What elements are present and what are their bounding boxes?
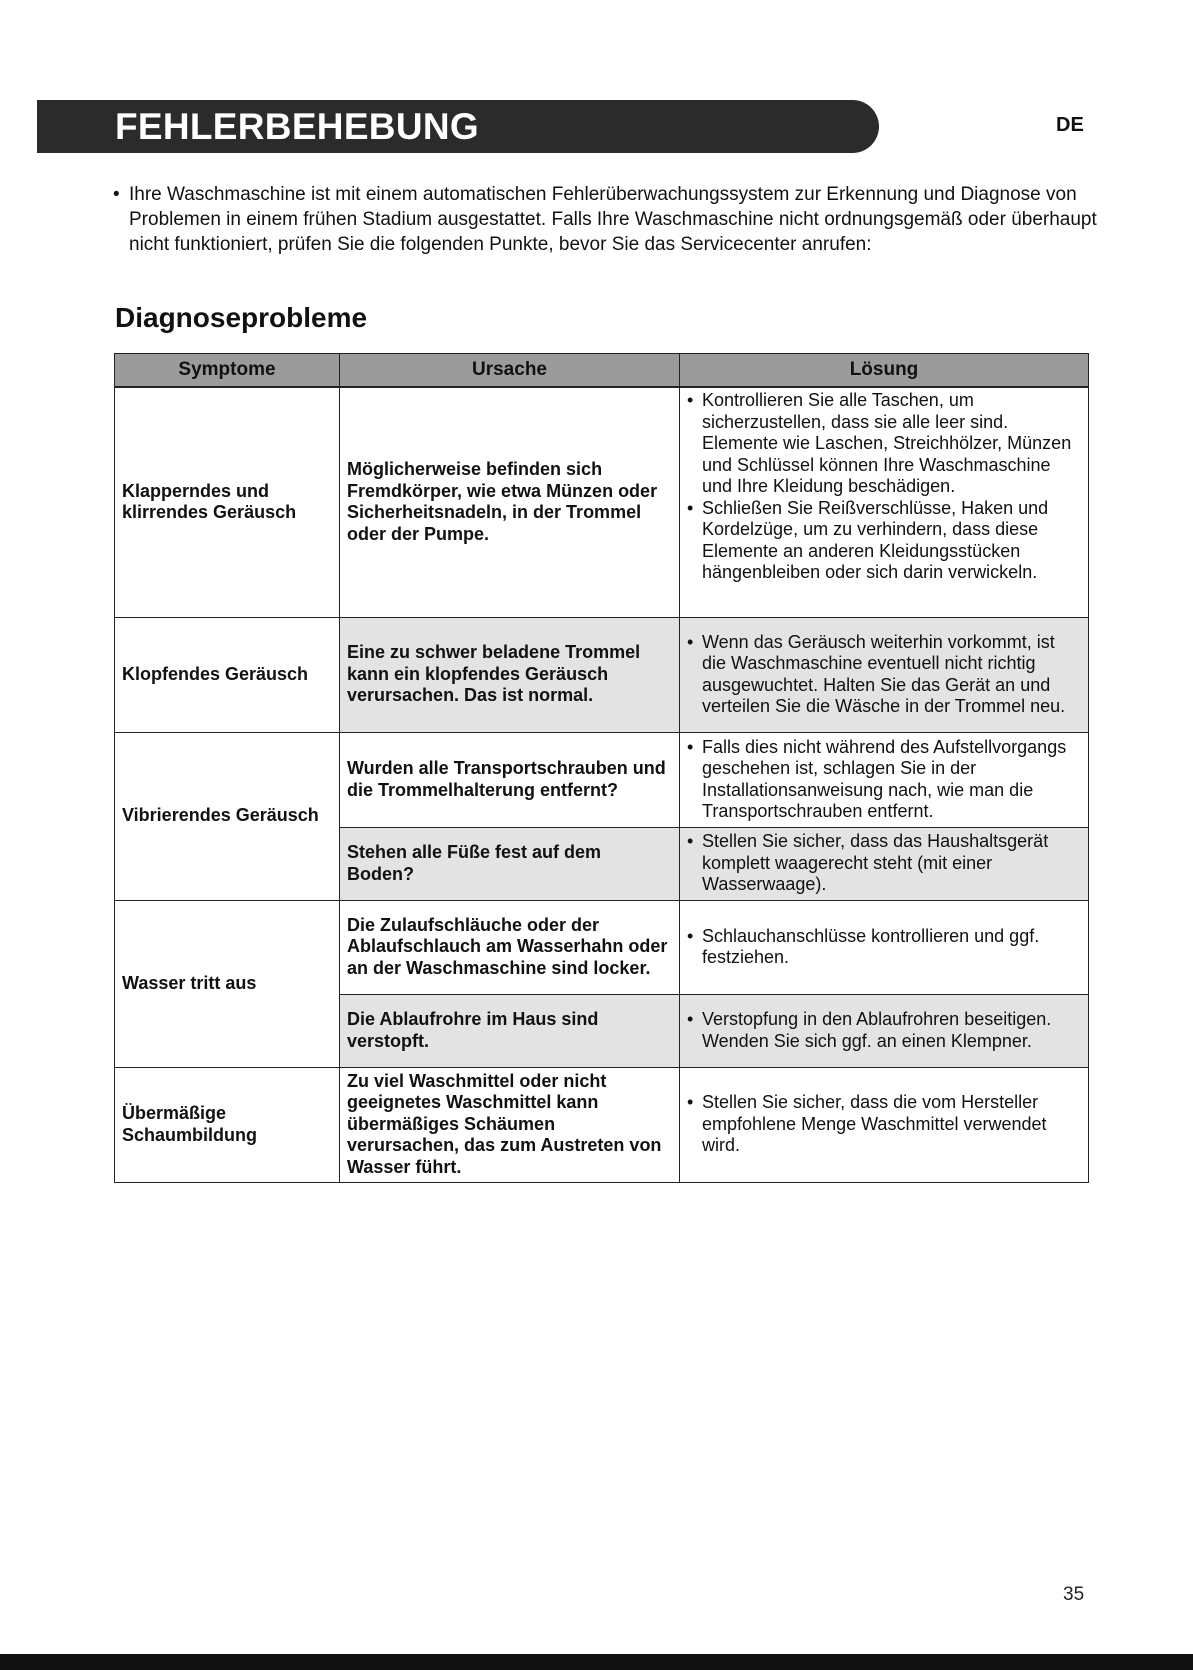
cause-cell: Zu viel Waschmittel oder nicht geeignetes Waschmittel kann übermäßiges Schäumen verursachen, das zum Austreten von Wasser führt. xyxy=(340,1067,680,1182)
section-title: Diagnoseprobleme xyxy=(115,302,368,333)
cause-cell: Die Ablaufrohre im Haus sind verstopft. xyxy=(340,994,680,1067)
intro-list xyxy=(101,182,1101,257)
header-symptoms: Symptome xyxy=(115,354,340,388)
symptom-cell: Klapperndes und klirrendes Geräusch xyxy=(115,387,340,617)
solution-list xyxy=(687,926,1081,969)
diagnosis-table xyxy=(114,353,1089,1183)
symptom-cell: Klopfendes Geräusch xyxy=(115,617,340,732)
solution-list xyxy=(687,1092,1081,1157)
table-row xyxy=(115,1067,1089,1182)
solution-list xyxy=(687,737,1081,823)
symptom-cell: Wasser tritt aus xyxy=(115,900,340,1067)
cause-cell: Eine zu schwer beladene Trommel kann ein klopfendes Geräusch verursachen. Das ist normal. xyxy=(340,617,680,732)
solution-cell xyxy=(680,994,1089,1067)
solution-item: • Stellen Sie sicher, dass die vom Hersteller empfohlene Menge Waschmittel verwendet wird. xyxy=(687,1092,1081,1157)
page-number: 35 xyxy=(1063,1584,1085,1605)
table-row xyxy=(115,900,1089,994)
solution-cell xyxy=(680,827,1089,900)
table-row xyxy=(115,387,1089,617)
language-code: DE xyxy=(1056,114,1084,136)
cause-cell: Die Zulaufschläuche oder der Ablaufschlauch am Wasserhahn oder an der Waschmaschine sind locker. xyxy=(340,900,680,994)
solution-list xyxy=(687,831,1081,896)
page-title: FEHLERBEHEBUNG xyxy=(115,106,479,147)
symptom-cell: Übermäßige Schaumbildung xyxy=(115,1067,340,1182)
intro-paragraph: • Ihre Waschmaschine ist mit einem automatischen Fehlerüberwachungssystem zur Erkennung und Diagnose von Problemen in einem frühen Stadium ausgestattet. Falls Ihre Waschmaschine nicht ordnungsgemäß oder überhaupt nicht funktioniert, prüfen Sie die folgenden Punkte, bevor Sie das Servicecenter anrufen: xyxy=(101,182,1101,257)
solution-item: • Schlauchanschlüsse kontrollieren und ggf. festziehen. xyxy=(687,926,1081,969)
solution-item: • Kontrollieren Sie alle Taschen, um sicherzustellen, dass sie alle leer sind. Elemente wie Laschen, Streichhölzer, Münzen und Schlüssel können Ihre Waschmaschine und Ihre Kleidung beschädigen. xyxy=(687,390,1081,498)
solution-cell xyxy=(680,617,1089,732)
cause-cell: Möglicherweise befinden sich Fremdkörper, wie etwa Münzen oder Sicherheitsnadeln, in der Trommel oder der Pumpe. xyxy=(340,387,680,617)
solution-item: • Wenn das Geräusch weiterhin vorkommt, ist die Waschmaschine eventuell nicht richtig ausgewuchtet. Halten Sie das Gerät an und verteilen Sie die Wäsche in der Trommel neu. xyxy=(687,632,1081,718)
cause-cell: Stehen alle Füße fest auf dem Boden? xyxy=(340,827,680,900)
symptom-cell: Vibrierendes Geräusch xyxy=(115,732,340,900)
solution-list xyxy=(687,1009,1081,1052)
cause-cell: Wurden alle Transportschrauben und die Trommelhalterung entfernt? xyxy=(340,732,680,827)
table-row xyxy=(115,732,1089,827)
table-header-row xyxy=(115,354,1089,388)
bottom-bar xyxy=(0,1654,1193,1670)
solution-item: • Stellen Sie sicher, dass das Haushaltsgerät komplett waagerecht steht (mit einer Wasserwaage). xyxy=(687,831,1081,896)
header-solution: Lösung xyxy=(680,354,1089,388)
table-row xyxy=(115,617,1089,732)
solution-cell xyxy=(680,387,1089,617)
solution-cell xyxy=(680,900,1089,994)
solution-list xyxy=(687,632,1081,718)
solution-item: • Falls dies nicht während des Aufstellvorgangs geschehen ist, schlagen Sie in der Installationsanweisung nach, wie man die Transportschrauben entfernt. xyxy=(687,737,1081,823)
solution-cell xyxy=(680,1067,1089,1182)
solution-item: • Verstopfung in den Ablaufrohren beseitigen. Wenden Sie sich ggf. an einen Klempner. xyxy=(687,1009,1081,1052)
header-cause: Ursache xyxy=(340,354,680,388)
solution-cell xyxy=(680,732,1089,827)
solution-list xyxy=(687,390,1081,584)
solution-item: • Schließen Sie Reißverschlüsse, Haken und Kordelzüge, um zu verhindern, dass diese Elemente an anderen Kleidungsstücken hängenbleiben oder sich darin verwickeln. xyxy=(687,498,1081,584)
